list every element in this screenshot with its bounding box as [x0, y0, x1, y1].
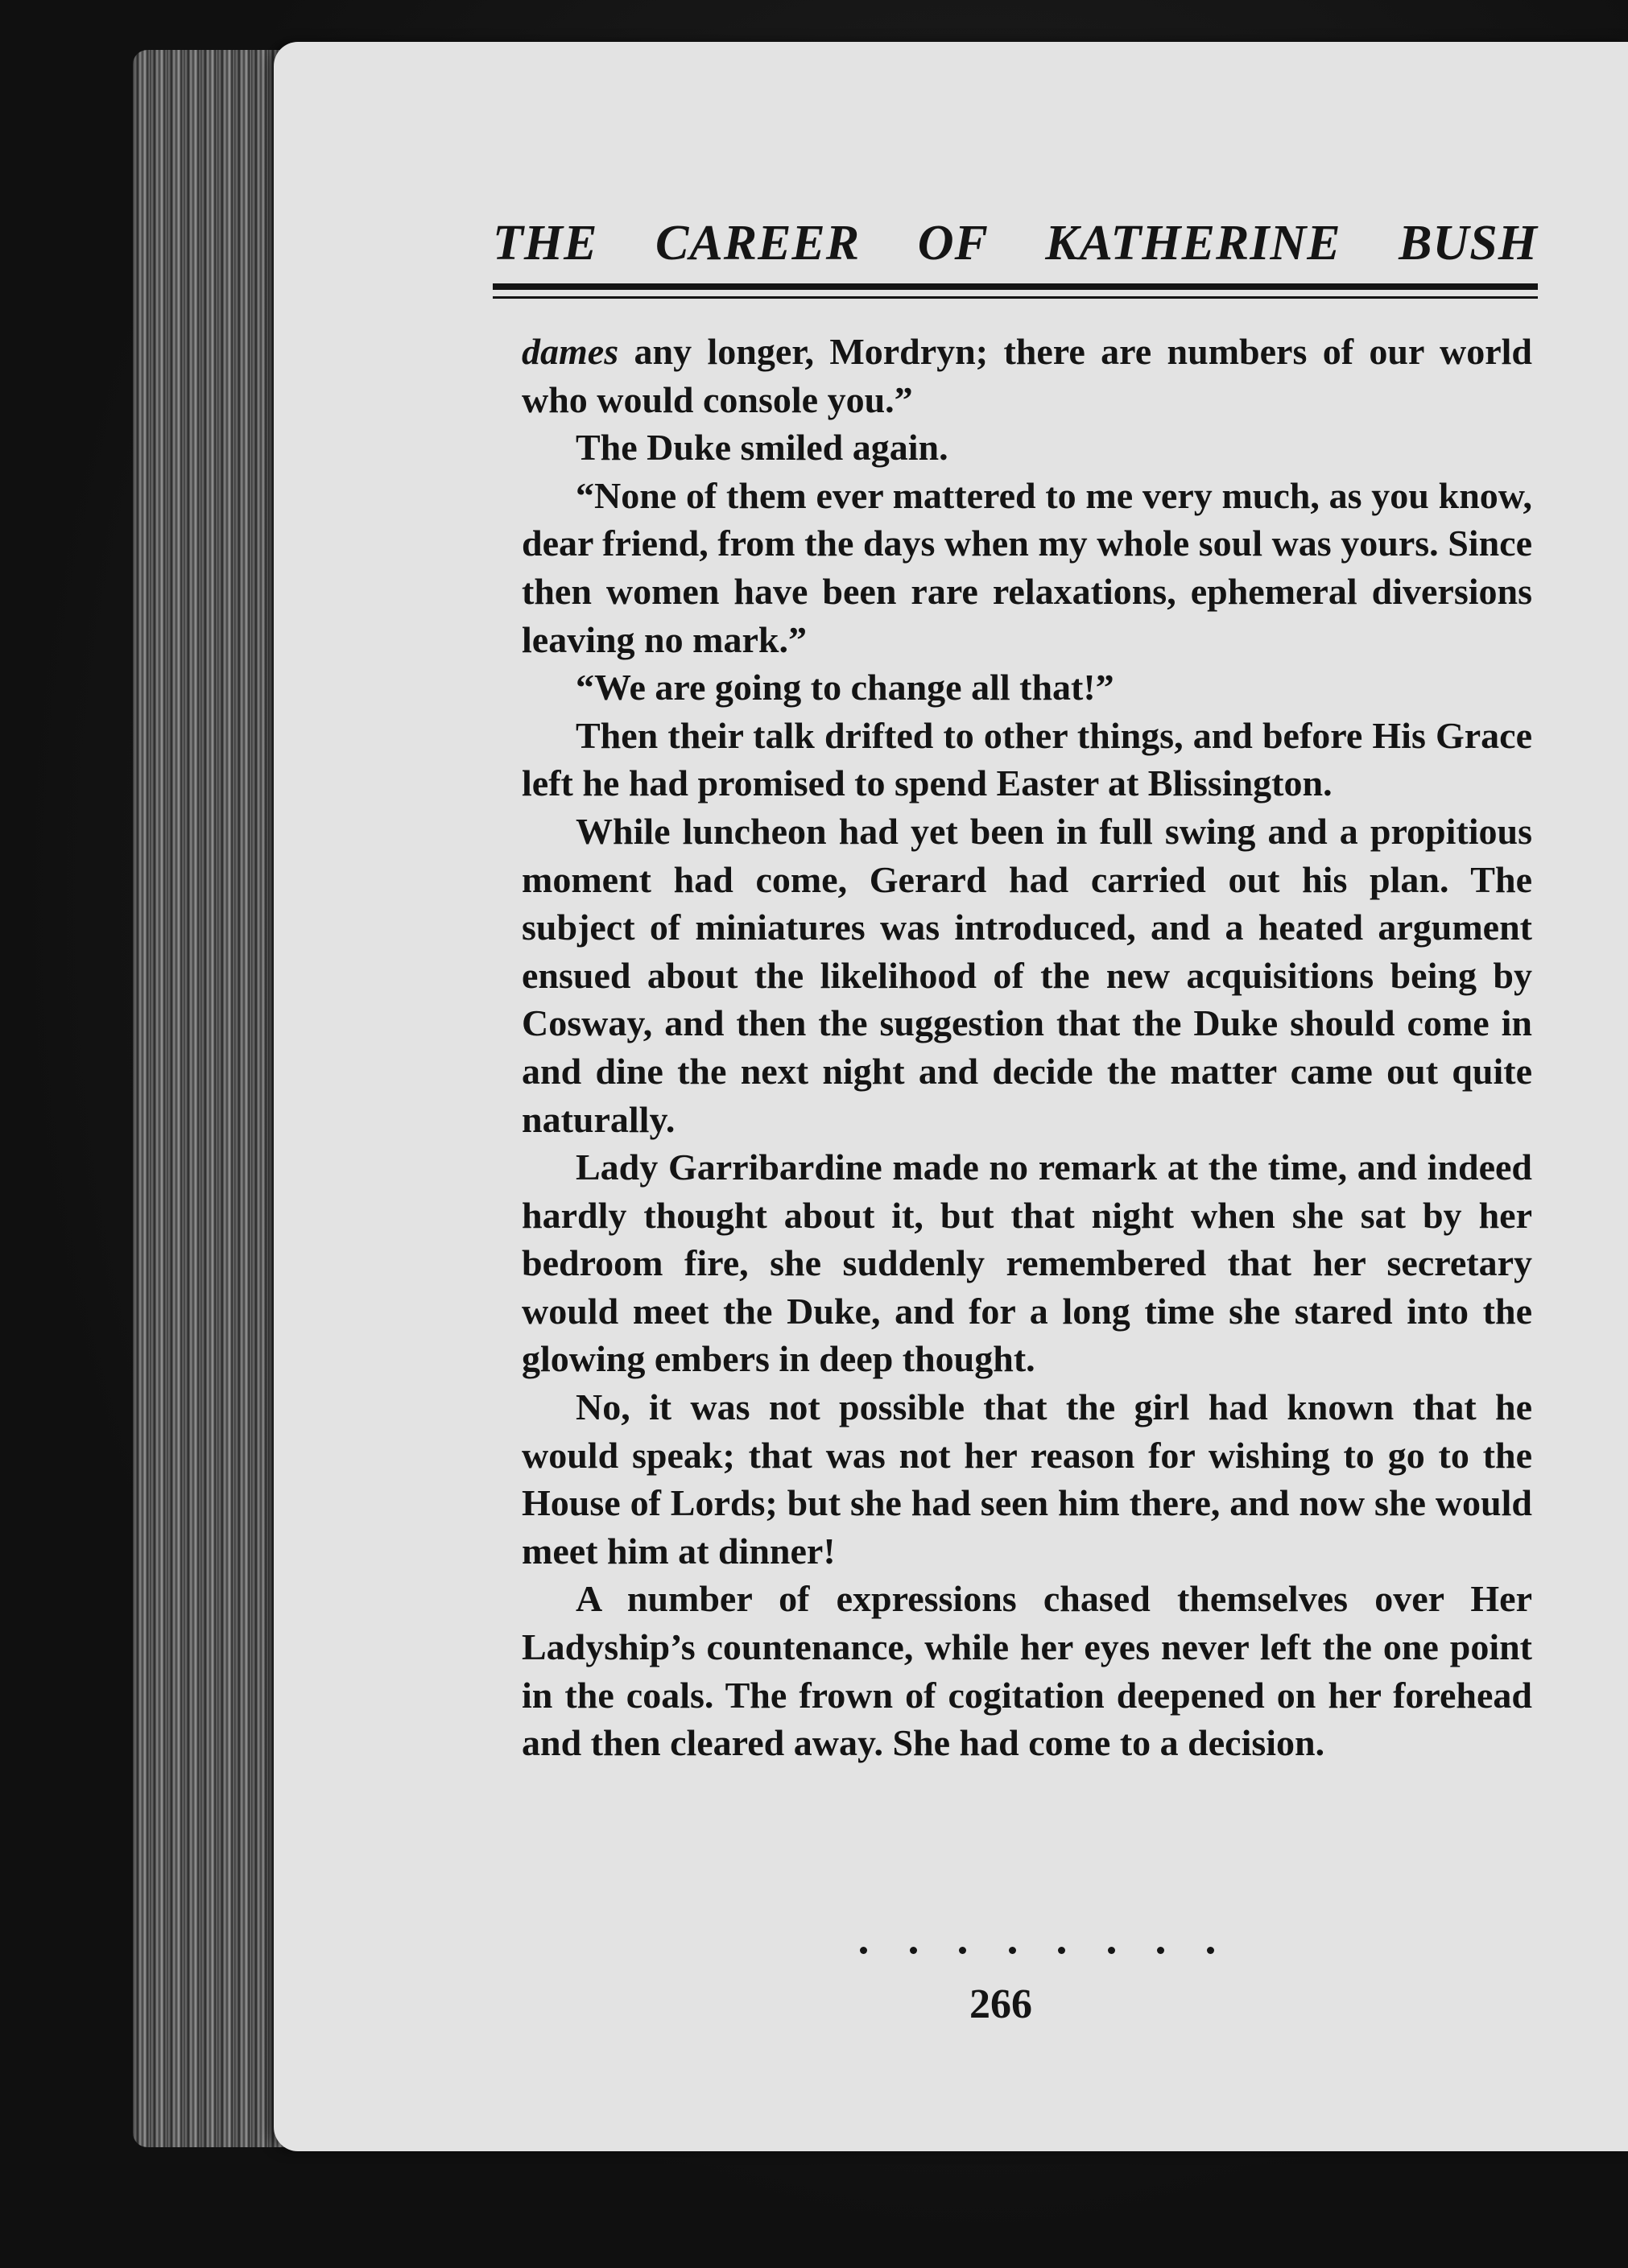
paragraph: No, it was not possible that the girl had known that he would speak; that was not her reason for wishing to go to the House of Lords; but she had seen him there, and now she would meet him at dinner!	[522, 1386, 1532, 1572]
paragraph-lead-italic: dames	[522, 331, 619, 372]
running-head: THE CAREER OF KATHERINE BUSH	[493, 216, 1538, 271]
paragraph	[522, 328, 1532, 423]
section-break-dot	[1009, 1947, 1016, 1954]
section-break-dot	[1058, 1947, 1065, 1954]
paragraph: Lady Garribardine made no remark at the time, and indeed hardly thought about it, but that night when she sat by her bedroom fire, she suddenly remembered that her secretary would meet the Duke, and for a long time she stared into the glowing embers in deep thought.	[522, 1146, 1532, 1380]
section-break-dot	[959, 1947, 966, 1954]
paragraph: Then their talk drifted to other things, and before His Grace left he had promised to spend Easter at Blissington.	[522, 714, 1532, 804]
paragraph: “None of them ever mattered to me very much, as you know, dear friend, from the days when my whole soul was yours. Since then women have been rare relaxations, ephemeral diversions leaving no mark.”	[522, 474, 1532, 660]
section-break-dot	[860, 1947, 867, 1954]
body-text	[522, 328, 1532, 1767]
paragraph: “We are going to change all that!”	[576, 667, 1114, 708]
paragraph-text: any longer, Mordryn; there are numbers of our world who would console you.”	[522, 331, 1532, 420]
paragraph: The Duke smiled again.	[576, 427, 948, 469]
page-number: 266	[969, 1981, 1032, 2027]
section-break-dot	[1157, 1947, 1164, 1954]
header-rule-thick	[493, 283, 1538, 290]
header-rule-thin	[493, 296, 1538, 299]
section-break-dot	[910, 1947, 917, 1954]
paragraph: While luncheon had yet been in full swing and a propitious moment had come, Gerard had carried out his plan. The subject of miniatures was introduced, and a heated argument ensued about the likelihood of the new acquisitions being by Cosway, and then the suggestion that the Duke should come in and dine the next night and decide the matter came out quite naturally.	[522, 810, 1532, 1140]
section-break-dots	[860, 1934, 1214, 1966]
section-break-dot	[1108, 1947, 1115, 1954]
section-break-dot	[1207, 1947, 1214, 1954]
paragraph: A number of expressions chased themselves over Her Ladyship’s countenance, while her eyes never left the one point in the coals. The frown of cogitation deepened on her forehead and then cleared away. She had come to a decision.	[522, 1578, 1532, 1764]
